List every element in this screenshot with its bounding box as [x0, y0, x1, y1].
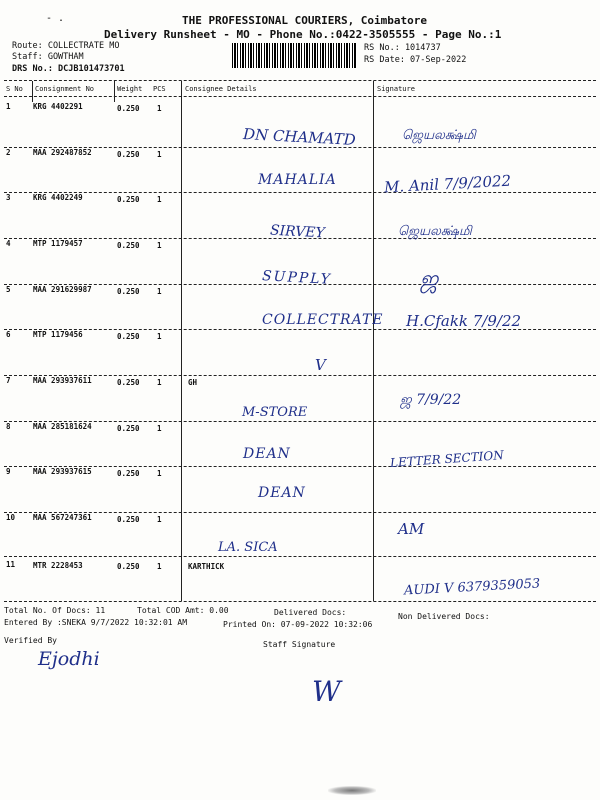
row-consignment: KRG 4402291: [33, 102, 83, 111]
row-sno: 7: [6, 376, 11, 385]
barcode: [232, 43, 357, 68]
row-pcs: 1: [157, 332, 162, 341]
row-divider: [4, 466, 596, 467]
row-weight: 0.250: [117, 378, 140, 387]
row-sno: 6: [6, 330, 11, 339]
scan-smudge: [328, 786, 376, 795]
handwritten-signature: AM: [398, 520, 425, 538]
row-pcs: 1: [157, 287, 162, 296]
row-pcs: 1: [157, 562, 162, 571]
runsheet-title: Delivery Runsheet - MO - Phone No.:0422-3505555 - Page No.:1: [104, 28, 502, 41]
row-pcs: 1: [157, 515, 162, 524]
row-weight: 0.250: [117, 104, 140, 113]
handwritten-signature: H.Cfakk 7/9/22: [406, 312, 522, 330]
row-pcs: 1: [157, 424, 162, 433]
row-divider: [4, 421, 596, 422]
col-header-consignee: Consignee Details: [185, 85, 257, 93]
handwritten-consignee: M-STORE: [242, 405, 308, 420]
row-consignment: MAA 293937611: [33, 376, 92, 385]
handwritten-signature: ஜ: [420, 267, 439, 292]
footer-total-docs: Total No. Of Docs: 11: [4, 606, 106, 615]
company-title: THE PROFESSIONAL COURIERS, Coimbatore: [182, 14, 428, 27]
row-sno: 5: [6, 285, 11, 294]
row-consignment: KRG 4402249: [33, 193, 83, 202]
rs-date: RS Date: 07-Sep-2022: [364, 55, 467, 65]
handwritten-consignee: SUPPLY: [261, 268, 333, 288]
row-weight: 0.250: [117, 150, 140, 159]
row-sno: 1: [6, 102, 11, 111]
row-weight: 0.250: [117, 241, 140, 250]
handwritten-consignee: COLLECTRATE: [262, 312, 384, 328]
staff-signature-mark: W: [312, 675, 341, 708]
row-consignment: MAA 291629987: [33, 285, 92, 294]
footer-delivered-docs: Delivered Docs:: [274, 608, 347, 617]
rs-number: RS No.: 1014737: [364, 43, 441, 53]
row-consignee: KARTHICK: [188, 562, 225, 571]
row-sno: 9: [6, 467, 11, 476]
row-sno: 10: [6, 513, 16, 522]
col-header-signature: Signature: [377, 85, 415, 93]
handwritten-mark: V: [315, 356, 326, 374]
row-weight: 0.250: [117, 287, 140, 296]
handwritten-signature: ஜெயலக்ஷ்மி: [398, 224, 472, 239]
row-pcs: 1: [157, 469, 162, 478]
row-consignment: MAA 292487852: [33, 148, 92, 157]
row-divider: [4, 556, 596, 557]
footer-printed-on: Printed On: 07-09-2022 10:32:06: [223, 620, 373, 629]
table-bottom-rule: [4, 601, 596, 602]
row-sno: 8: [6, 422, 11, 431]
handwritten-signature: ஜெயலக்ஷ்மி: [402, 128, 476, 143]
footer-verified-by: Verified By: [4, 636, 57, 645]
row-divider: [4, 512, 596, 513]
row-weight: 0.250: [117, 469, 140, 478]
row-weight: 0.250: [117, 332, 140, 341]
verifier-signature: Ejodhi: [38, 648, 100, 670]
handwritten-consignee: LA. SICA: [218, 540, 278, 555]
row-consignment: MTP 1179456: [33, 330, 83, 339]
row-sno: 11: [6, 560, 16, 569]
table-top-rule: [4, 80, 596, 81]
row-pcs: 1: [157, 241, 162, 250]
drs-number: DRS No.: DCJB101473701: [12, 64, 125, 74]
row-divider: [4, 192, 596, 193]
row-consignment: MAA 567247361: [33, 513, 92, 522]
row-consignee: GH: [188, 378, 198, 387]
col-header-consignment: Consignment No: [35, 85, 95, 93]
row-weight: 0.250: [117, 424, 140, 433]
footer-entered-by: Entered By :SNEKA 9/7/2022 10:32:01 AM: [4, 618, 188, 627]
row-divider: [4, 147, 596, 148]
handwritten-signature: ஜ 7/9/22: [400, 392, 462, 408]
handwritten-consignee: DN CHAMATD: [242, 125, 357, 149]
handwritten-signature: AUDI V 6379359053: [403, 576, 541, 599]
handwritten-consignee: DEAN: [243, 446, 291, 462]
row-weight: 0.250: [117, 515, 140, 524]
col-divider: [114, 81, 115, 102]
row-weight: 0.250: [117, 195, 140, 204]
table-header-rule: [4, 96, 596, 97]
col-divider: [373, 81, 374, 601]
row-sno: 2: [6, 148, 11, 157]
handwritten-consignee: MAHALIA: [258, 172, 337, 188]
row-weight: 0.250: [117, 562, 140, 571]
row-consignment: MTR 2228453: [33, 561, 83, 570]
row-pcs: 1: [157, 195, 162, 204]
row-consignment: MAA 285181624: [33, 422, 92, 431]
handwritten-signature: LETTER SECTION: [389, 448, 505, 470]
handwritten-consignee: SIRVEY: [269, 222, 326, 242]
col-divider: [181, 81, 182, 601]
footer-non-delivered-docs: Non Delivered Docs:: [398, 612, 490, 621]
row-sno: 4: [6, 239, 11, 248]
col-header-weight: Weight: [117, 85, 143, 93]
row-consignment: MTP 1179457: [33, 239, 83, 248]
row-pcs: 1: [157, 150, 162, 159]
footer-cod-amount: Total COD Amt: 0.00: [137, 606, 229, 615]
col-header-pcs: PCS: [153, 85, 166, 93]
row-pcs: 1: [157, 104, 162, 113]
footer-staff-signature: Staff Signature: [263, 640, 336, 649]
handwritten-consignee: DEAN: [258, 485, 306, 501]
row-sno: 3: [6, 193, 11, 202]
route-label: Route: COLLECTRATE MO: [12, 41, 120, 51]
staff-label: Staff: GOWTHAM: [12, 52, 84, 62]
row-consignment: MAA 293937615: [33, 467, 92, 476]
scan-dots: - .: [46, 13, 65, 24]
handwritten-signature: M. Anil 7/9/2022: [383, 171, 512, 197]
col-header-sno: S No: [6, 85, 23, 93]
row-divider: [4, 375, 596, 376]
col-divider: [32, 81, 33, 102]
row-pcs: 1: [157, 378, 162, 387]
